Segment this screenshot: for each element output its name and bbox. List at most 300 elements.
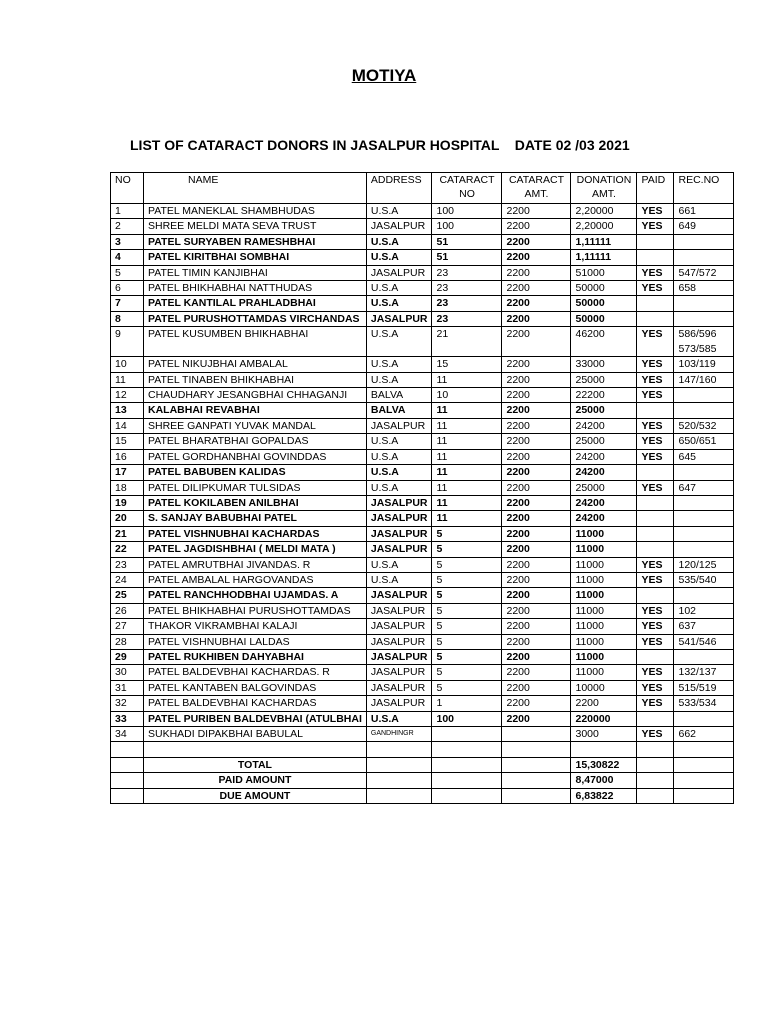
cell-rec-no: 520/532 <box>674 418 734 433</box>
cell-cataract-amt: 2200 <box>502 388 571 403</box>
cell-rec-no <box>674 511 734 526</box>
cell-cataract-no: 1 <box>432 696 502 711</box>
cell-paid <box>637 526 674 541</box>
cell-rec-no: 132/137 <box>674 665 734 680</box>
cell-paid: YES <box>637 372 674 387</box>
empty-cell <box>111 773 144 788</box>
table-row <box>111 588 734 603</box>
cell-rec-no: 661 <box>674 204 734 219</box>
cell-name: PATEL KANTABEN BALGOVINDAS <box>144 680 367 695</box>
cell-name: SHREE MELDI MATA SEVA TRUST <box>144 219 367 234</box>
rec-no-line: 586/596 <box>678 328 717 341</box>
cell-rec-no: 547/572 <box>674 265 734 280</box>
cell-paid <box>637 649 674 664</box>
cell-address: U.S.A <box>366 711 432 726</box>
cell-cataract-no: 5 <box>432 557 502 572</box>
cell-cataract-amt: 2200 <box>502 449 571 464</box>
cell-address: U.S.A <box>366 449 432 464</box>
cell-no: 7 <box>111 296 144 311</box>
cell-rec-no <box>674 296 734 311</box>
cell-no: 9 <box>111 327 144 357</box>
cell-name: PATEL KIRITBHAI SOMBHAI <box>144 250 367 265</box>
cell-donation: 25000 <box>571 403 637 418</box>
empty-cell <box>674 788 734 803</box>
cell-paid: YES <box>637 388 674 403</box>
cell-donation: 2,20000 <box>571 204 637 219</box>
empty-cell <box>637 788 674 803</box>
cell-cataract-amt: 2200 <box>502 588 571 603</box>
totals-label: TOTAL <box>144 757 367 772</box>
cell-cataract-no: 11 <box>432 465 502 480</box>
cell-address: JASALPUR <box>366 542 432 557</box>
cell-paid <box>637 511 674 526</box>
cell-donation: 10000 <box>571 680 637 695</box>
empty-cell <box>502 788 571 803</box>
cell-name: SHREE GANPATI YUVAK MANDAL <box>144 418 367 433</box>
cell-cataract-amt: 2200 <box>502 680 571 695</box>
table-row <box>111 327 734 357</box>
cell-name: PATEL VISHNUBHAI LALDAS <box>144 634 367 649</box>
cell-rec-no: 533/534 <box>674 696 734 711</box>
cell-no: 16 <box>111 449 144 464</box>
cell-cataract-amt: 2200 <box>502 296 571 311</box>
cell-paid: YES <box>637 204 674 219</box>
cell-name: PATEL BALDEVBHAI KACHARDAS <box>144 696 367 711</box>
cell-name: PATEL KOKILABEN ANILBHAI <box>144 495 367 510</box>
totals-value: 6,83822 <box>571 788 637 803</box>
cell-paid: YES <box>637 696 674 711</box>
table-row <box>111 296 734 311</box>
cell-rec-no <box>674 388 734 403</box>
cell-donation: 50000 <box>571 281 637 296</box>
cell-donation: 2,20000 <box>571 219 637 234</box>
cell-no: 17 <box>111 465 144 480</box>
cell-paid <box>637 495 674 510</box>
cell-no: 27 <box>111 619 144 634</box>
cell-paid <box>637 465 674 480</box>
cell-donation: 24200 <box>571 495 637 510</box>
cell-donation: 11000 <box>571 526 637 541</box>
cell-name: KALABHAI REVABHAI <box>144 403 367 418</box>
cell-cataract-amt: 2200 <box>502 234 571 249</box>
cell-donation: 3000 <box>571 727 637 742</box>
cell-cataract-no: 5 <box>432 603 502 618</box>
cell-paid <box>637 588 674 603</box>
cell-donation: 24200 <box>571 418 637 433</box>
cell-address: U.S.A <box>366 327 432 357</box>
cell-cataract-no <box>432 727 502 742</box>
table-row <box>111 727 734 742</box>
cell-rec-no <box>674 250 734 265</box>
cell-rec-no: 535/540 <box>674 572 734 587</box>
cell-cataract-amt: 2200 <box>502 204 571 219</box>
cell-rec-no: 637 <box>674 619 734 634</box>
cell-rec-no: 147/160 <box>674 372 734 387</box>
donors-table <box>110 172 734 804</box>
cell-paid: YES <box>637 219 674 234</box>
cell-address: U.S.A <box>366 281 432 296</box>
cell-cataract-no: 5 <box>432 619 502 634</box>
cell-paid: YES <box>637 327 674 357</box>
table-row <box>111 557 734 572</box>
cell-cataract-no: 51 <box>432 234 502 249</box>
empty-cell <box>432 773 502 788</box>
empty-cell <box>366 773 432 788</box>
cell-cataract-no: 15 <box>432 357 502 372</box>
cell-cataract-amt: 2200 <box>502 480 571 495</box>
cell-no: 11 <box>111 372 144 387</box>
cell-no: 30 <box>111 665 144 680</box>
cell-donation: 24200 <box>571 465 637 480</box>
empty-cell <box>674 742 734 757</box>
cell-cataract-amt: 2200 <box>502 418 571 433</box>
cell-address: JASALPUR <box>366 495 432 510</box>
cell-cataract-no: 11 <box>432 480 502 495</box>
cell-no: 25 <box>111 588 144 603</box>
cell-name: PATEL PURIBEN BALDEVBHAI (ATULBHAI <box>144 711 367 726</box>
empty-cell <box>502 742 571 757</box>
cell-cataract-no: 21 <box>432 327 502 357</box>
cell-address: JASALPUR <box>366 219 432 234</box>
cell-address: U.S.A <box>366 234 432 249</box>
cell-address: JASALPUR <box>366 311 432 326</box>
cell-address: U.S.A <box>366 204 432 219</box>
cell-cataract-no: 23 <box>432 311 502 326</box>
cell-no: 26 <box>111 603 144 618</box>
cell-no: 3 <box>111 234 144 249</box>
cell-cataract-amt: 2200 <box>502 634 571 649</box>
cell-no: 24 <box>111 572 144 587</box>
table-row <box>111 511 734 526</box>
cell-address: U.S.A <box>366 372 432 387</box>
cell-cataract-no: 23 <box>432 265 502 280</box>
cell-cataract-amt: 2200 <box>502 649 571 664</box>
table-row <box>111 388 734 403</box>
cell-address: JASALPUR <box>366 619 432 634</box>
table-row <box>111 265 734 280</box>
cell-no: 15 <box>111 434 144 449</box>
cell-rec-no <box>674 327 734 357</box>
cell-address: U.S.A <box>366 250 432 265</box>
cell-cataract-amt: 2200 <box>502 281 571 296</box>
cell-rec-no <box>674 403 734 418</box>
table-row <box>111 649 734 664</box>
empty-cell <box>111 742 144 757</box>
cell-paid <box>637 250 674 265</box>
cell-address: U.S.A <box>366 465 432 480</box>
cell-paid: YES <box>637 418 674 433</box>
cell-rec-no <box>674 711 734 726</box>
cell-no: 31 <box>111 680 144 695</box>
cell-paid: YES <box>637 572 674 587</box>
rec-no-line: 573/585 <box>678 342 717 355</box>
cell-rec-no <box>674 526 734 541</box>
cell-address: JASALPUR <box>366 696 432 711</box>
cell-donation: 33000 <box>571 357 637 372</box>
cell-no: 10 <box>111 357 144 372</box>
cell-cataract-amt: 2200 <box>502 542 571 557</box>
cell-cataract-no: 11 <box>432 372 502 387</box>
header-name: NAME <box>144 173 367 204</box>
cell-no: 6 <box>111 281 144 296</box>
cell-address: U.S.A <box>366 296 432 311</box>
cell-donation: 11000 <box>571 649 637 664</box>
empty-cell <box>502 773 571 788</box>
cell-donation: 11000 <box>571 572 637 587</box>
cell-cataract-amt: 2200 <box>502 327 571 357</box>
document-subtitle: LIST OF CATARACT DONORS IN JASALPUR HOSPITAL DATE 02 /03 2021 <box>130 137 630 153</box>
cell-donation: 25000 <box>571 480 637 495</box>
cell-name: PATEL SURYABEN RAMESHBHAI <box>144 234 367 249</box>
cell-cataract-amt: 2200 <box>502 619 571 634</box>
cell-donation: 11000 <box>571 557 637 572</box>
cell-address: JASALPUR <box>366 649 432 664</box>
cell-donation: 11000 <box>571 665 637 680</box>
table-row <box>111 634 734 649</box>
table-row <box>111 665 734 680</box>
cell-rec-no: 645 <box>674 449 734 464</box>
totals-label: PAID AMOUNT <box>144 773 367 788</box>
empty-cell <box>674 773 734 788</box>
cell-donation: 11000 <box>571 588 637 603</box>
table-row <box>111 449 734 464</box>
cell-no: 22 <box>111 542 144 557</box>
cell-address: U.S.A <box>366 572 432 587</box>
cell-name: THAKOR VIKRAMBHAI KALAJI <box>144 619 367 634</box>
table-row <box>111 357 734 372</box>
cell-cataract-amt: 2200 <box>502 311 571 326</box>
cell-rec-no <box>674 588 734 603</box>
cell-name: PATEL RANCHHODBHAI UJAMDAS. A <box>144 588 367 603</box>
cell-name: PATEL JAGDISHBHAI ( MELDI MATA ) <box>144 542 367 557</box>
cell-name: PATEL BALDEVBHAI KACHARDAS. R <box>144 665 367 680</box>
totals-row <box>111 773 734 788</box>
cell-address: U.S.A <box>366 557 432 572</box>
cell-name: PATEL TIMIN KANJIBHAI <box>144 265 367 280</box>
cell-donation: 25000 <box>571 434 637 449</box>
cell-cataract-amt: 2200 <box>502 250 571 265</box>
cell-no: 14 <box>111 418 144 433</box>
cell-rec-no <box>674 465 734 480</box>
empty-cell <box>111 757 144 772</box>
table-row <box>111 311 734 326</box>
cell-paid: YES <box>637 557 674 572</box>
spacer-row <box>111 742 734 757</box>
cell-address: BALVA <box>366 388 432 403</box>
cell-cataract-amt: 2200 <box>502 572 571 587</box>
cell-rec-no <box>674 311 734 326</box>
cell-paid <box>637 311 674 326</box>
empty-cell <box>366 788 432 803</box>
cell-paid: YES <box>637 634 674 649</box>
cell-address: BALVA <box>366 403 432 418</box>
cell-name: PATEL AMBALAL HARGOVANDAS <box>144 572 367 587</box>
cell-rec-no <box>674 542 734 557</box>
empty-cell <box>366 757 432 772</box>
cell-cataract-no: 11 <box>432 449 502 464</box>
cell-no: 33 <box>111 711 144 726</box>
empty-cell <box>502 757 571 772</box>
cell-cataract-no: 100 <box>432 711 502 726</box>
cell-address: U.S.A <box>366 480 432 495</box>
cell-cataract-amt: 2200 <box>502 265 571 280</box>
cell-paid: YES <box>637 727 674 742</box>
table-row <box>111 680 734 695</box>
table-row <box>111 403 734 418</box>
cell-address: JASALPUR <box>366 665 432 680</box>
cell-rec-no: 649 <box>674 219 734 234</box>
table-header-row <box>111 173 734 204</box>
cell-donation: 24200 <box>571 449 637 464</box>
cell-no: 1 <box>111 204 144 219</box>
empty-cell <box>637 742 674 757</box>
totals-value: 8,47000 <box>571 773 637 788</box>
cell-cataract-amt: 2200 <box>502 465 571 480</box>
cell-donation: 1,11111 <box>571 234 637 249</box>
cell-cataract-no: 100 <box>432 204 502 219</box>
cell-name: PATEL TINABEN BHIKHABHAI <box>144 372 367 387</box>
cell-rec-no <box>674 495 734 510</box>
cell-cataract-amt: 2200 <box>502 372 571 387</box>
cell-address: JASALPUR <box>366 526 432 541</box>
cell-address: JASALPUR <box>366 634 432 649</box>
header-address: ADDRESS <box>366 173 432 204</box>
cell-cataract-amt: 2200 <box>502 511 571 526</box>
cell-no: 23 <box>111 557 144 572</box>
table-row <box>111 619 734 634</box>
table-row <box>111 281 734 296</box>
cell-name: S. SANJAY BABUBHAI PATEL <box>144 511 367 526</box>
totals-row <box>111 788 734 803</box>
cell-donation: 51000 <box>571 265 637 280</box>
cell-no: 28 <box>111 634 144 649</box>
cell-cataract-no: 10 <box>432 388 502 403</box>
table-row <box>111 542 734 557</box>
cell-cataract-no: 5 <box>432 649 502 664</box>
cell-no: 8 <box>111 311 144 326</box>
cell-paid <box>637 711 674 726</box>
cell-name: PATEL KUSUMBEN BHIKHABHAI <box>144 327 367 357</box>
cell-address: JASALPUR <box>366 511 432 526</box>
cell-name: PATEL BHARATBHAI GOPALDAS <box>144 434 367 449</box>
cell-name: PATEL RUKHIBEN DAHYABHAI <box>144 649 367 664</box>
empty-cell <box>432 757 502 772</box>
cell-donation: 50000 <box>571 296 637 311</box>
cell-address: GANDHINGR <box>366 727 432 742</box>
cell-cataract-no: 51 <box>432 250 502 265</box>
cell-cataract-amt: 2200 <box>502 711 571 726</box>
cell-donation: 2200 <box>571 696 637 711</box>
cell-paid <box>637 542 674 557</box>
cell-cataract-no: 23 <box>432 296 502 311</box>
cell-name: PATEL AMRUTBHAI JIVANDAS. R <box>144 557 367 572</box>
cell-rec-no: 647 <box>674 480 734 495</box>
table-row <box>111 418 734 433</box>
empty-cell <box>366 742 432 757</box>
table-row <box>111 696 734 711</box>
cell-no: 21 <box>111 526 144 541</box>
cell-rec-no: 102 <box>674 603 734 618</box>
cell-donation: 1,11111 <box>571 250 637 265</box>
cell-cataract-no: 11 <box>432 495 502 510</box>
cell-no: 4 <box>111 250 144 265</box>
cell-cataract-amt: 2200 <box>502 665 571 680</box>
cell-paid: YES <box>637 480 674 495</box>
cell-paid: YES <box>637 357 674 372</box>
cell-donation: 11000 <box>571 634 637 649</box>
cell-rec-no: 103/119 <box>674 357 734 372</box>
cell-cataract-no: 11 <box>432 403 502 418</box>
cell-no: 34 <box>111 727 144 742</box>
cell-rec-no <box>674 234 734 249</box>
cell-paid <box>637 234 674 249</box>
table-row <box>111 465 734 480</box>
cell-paid: YES <box>637 281 674 296</box>
header-cataract-amt: CATARACT AMT. <box>502 173 571 204</box>
cell-address: JASALPUR <box>366 418 432 433</box>
empty-cell <box>432 742 502 757</box>
cell-rec-no: 658 <box>674 281 734 296</box>
cell-cataract-no: 5 <box>432 572 502 587</box>
cell-cataract-no: 100 <box>432 219 502 234</box>
header-rec-no: REC.NO <box>674 173 734 204</box>
cell-name: PATEL KANTILAL PRAHLADBHAI <box>144 296 367 311</box>
cell-name: PATEL VISHNUBHAI KACHARDAS <box>144 526 367 541</box>
empty-cell <box>432 788 502 803</box>
cell-cataract-amt: 2200 <box>502 403 571 418</box>
table-row <box>111 480 734 495</box>
cell-paid: YES <box>637 449 674 464</box>
header-paid: PAID <box>637 173 674 204</box>
cell-rec-no: 650/651 <box>674 434 734 449</box>
empty-cell <box>637 757 674 772</box>
cell-donation: 50000 <box>571 311 637 326</box>
cell-no: 12 <box>111 388 144 403</box>
empty-cell <box>111 788 144 803</box>
cell-name: PATEL BHIKHABHAI NATTHUDAS <box>144 281 367 296</box>
cell-no: 2 <box>111 219 144 234</box>
cell-name: PATEL NIKUJBHAI AMBALAL <box>144 357 367 372</box>
document-title: MOTIYA <box>351 66 417 85</box>
table-row <box>111 204 734 219</box>
cell-cataract-no: 5 <box>432 542 502 557</box>
cell-donation: 11000 <box>571 603 637 618</box>
cell-paid: YES <box>637 619 674 634</box>
header-cataract-no: CATARACT NO <box>432 173 502 204</box>
cell-name: PATEL BABUBEN KALIDAS <box>144 465 367 480</box>
cell-paid: YES <box>637 265 674 280</box>
cell-paid: YES <box>637 680 674 695</box>
table-row <box>111 711 734 726</box>
cell-address: JASALPUR <box>366 588 432 603</box>
cell-name: PATEL BHIKHABHAI PURUSHOTTAMDAS <box>144 603 367 618</box>
cell-no: 19 <box>111 495 144 510</box>
cell-no: 5 <box>111 265 144 280</box>
cell-address: U.S.A <box>366 434 432 449</box>
cell-paid: YES <box>637 434 674 449</box>
cell-address: JASALPUR <box>366 680 432 695</box>
cell-donation: 11000 <box>571 542 637 557</box>
cell-donation: 25000 <box>571 372 637 387</box>
cell-name: PATEL GORDHANBHAI GOVINDDAS <box>144 449 367 464</box>
cell-address: JASALPUR <box>366 603 432 618</box>
cell-paid <box>637 296 674 311</box>
header-no: NO <box>111 173 144 204</box>
cell-cataract-amt: 2200 <box>502 557 571 572</box>
table-row <box>111 495 734 510</box>
table-row <box>111 526 734 541</box>
cell-rec-no: 515/519 <box>674 680 734 695</box>
